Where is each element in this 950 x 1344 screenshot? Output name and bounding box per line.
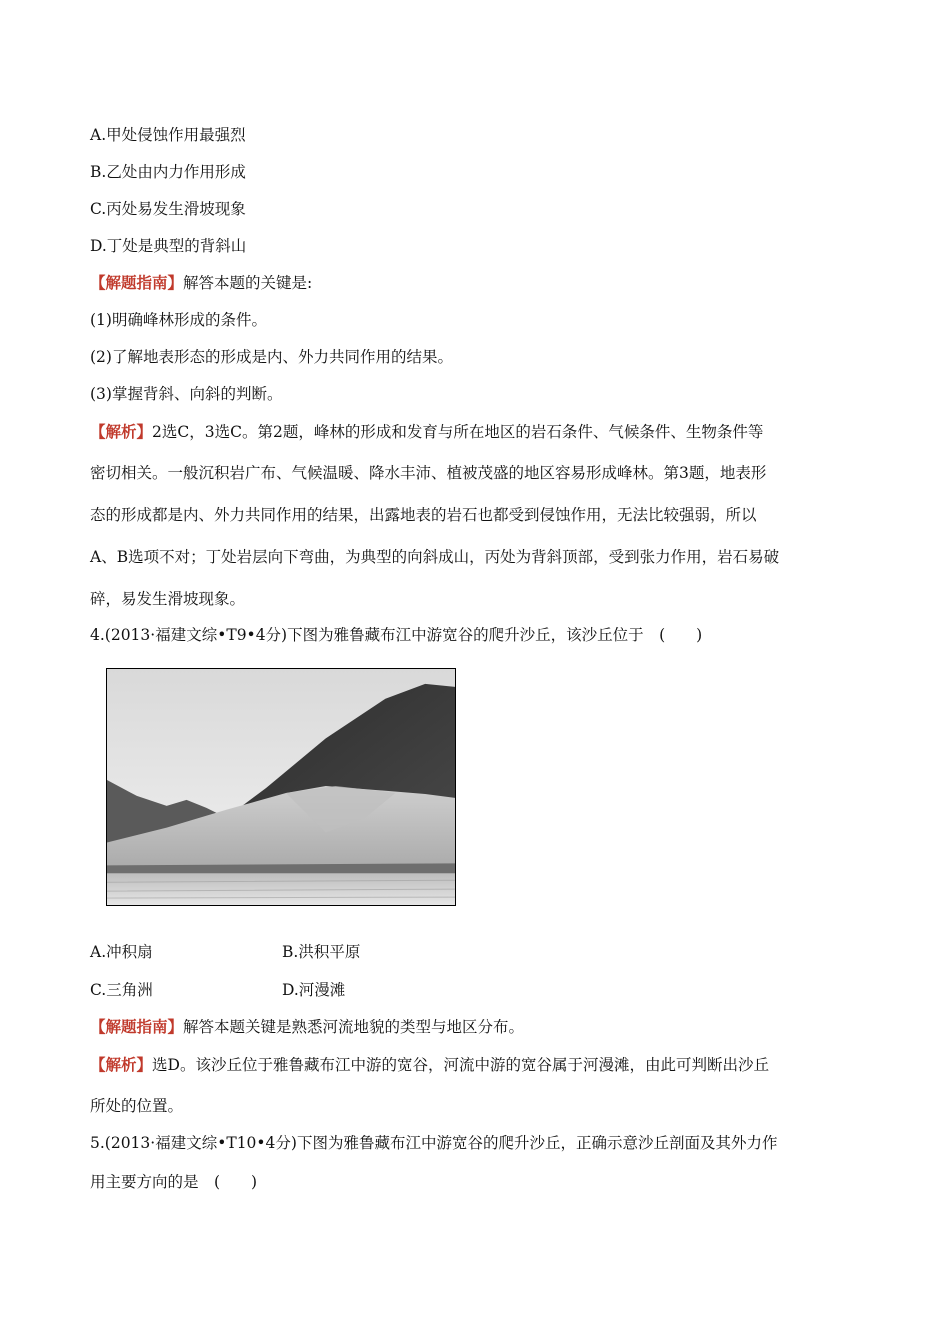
- q3-option-c: C.丙处易发生滑坡现象: [90, 200, 246, 218]
- analysis1-line-5: 碎，易发生滑坡现象。: [90, 590, 246, 608]
- q3-option-b: B.乙处由内力作用形成: [90, 163, 246, 181]
- analysis2-line-2: 所处的位置。: [90, 1097, 184, 1115]
- analysis1-line-4: A、B选项不对；丁处岩层向下弯曲，为典型的向斜成山，丙处为背斜顶部，受到张力作用，岩石易破: [90, 548, 780, 566]
- guide1-text: 解答本题的关键是:: [183, 274, 313, 292]
- guide2: [90, 1017, 524, 1037]
- guide1-point-2: (2)了解地表形态的形成是内、外力共同作用的结果。: [90, 348, 453, 366]
- analysis1-line-1: [90, 422, 763, 442]
- q4-option-b: B.洪积平原: [282, 943, 361, 961]
- analysis2-tag: 【解析】: [90, 1055, 153, 1074]
- analysis1-line-2: 密切相关。一般沉积岩广布、气候温暖、降水丰沛、植被茂盛的地区容易形成峰林。第3题，地表形: [90, 464, 767, 482]
- analysis2-line-1: [90, 1055, 769, 1075]
- guide2-text: 解答本题关键是熟悉河流地貌的类型与地区分布。: [183, 1018, 525, 1036]
- guide1-point-1: (1)明确峰林形成的条件。: [90, 311, 267, 329]
- analysis1-text-1: 2选C，3选C。第2题，峰林的形成和发育与所在地区的岩石条件、气候条件、生物条件等: [152, 423, 764, 441]
- analysis1-tag: 【解析】: [90, 422, 153, 441]
- q3-option-a: A.甲处侵蚀作用最强烈: [90, 126, 246, 144]
- guide1: [90, 273, 312, 293]
- q5-line-2: 用主要方向的是 ( ): [90, 1173, 258, 1191]
- analysis2-text-1: 选D。该沙丘位于雅鲁藏布江中游的宽谷，河流中游的宽谷属于河漫滩，由此可判断出沙丘: [152, 1056, 769, 1074]
- q4-option-d: D.河漫滩: [282, 981, 346, 999]
- analysis1-line-3: 态的形成都是内、外力共同作用的结果，出露地表的岩石也都受到侵蚀作用，无法比较强弱，所以: [90, 506, 757, 524]
- sand-dune-photo: [106, 668, 456, 906]
- sand-dune-photo-graphic: [107, 669, 455, 905]
- q5-line-1: 5.(2013·福建文综•T10•4分)下图为雅鲁藏布江中游宽谷的爬升沙丘，正确示意沙丘剖面及其外力作: [90, 1134, 778, 1152]
- q4-option-a: A.冲积扇: [90, 943, 153, 961]
- guide2-tag: 【解题指南】: [90, 1017, 184, 1036]
- guide1-tag: 【解题指南】: [90, 273, 184, 292]
- q4-stem: 4.(2013·福建文综•T9•4分)下图为雅鲁藏布江中游宽谷的爬升沙丘，该沙丘位于 ( ): [90, 626, 703, 644]
- guide1-point-3: (3)掌握背斜、向斜的判断。: [90, 385, 283, 403]
- q3-option-d: D.丁处是典型的背斜山: [90, 237, 247, 255]
- q4-option-c: C.三角洲: [90, 981, 153, 999]
